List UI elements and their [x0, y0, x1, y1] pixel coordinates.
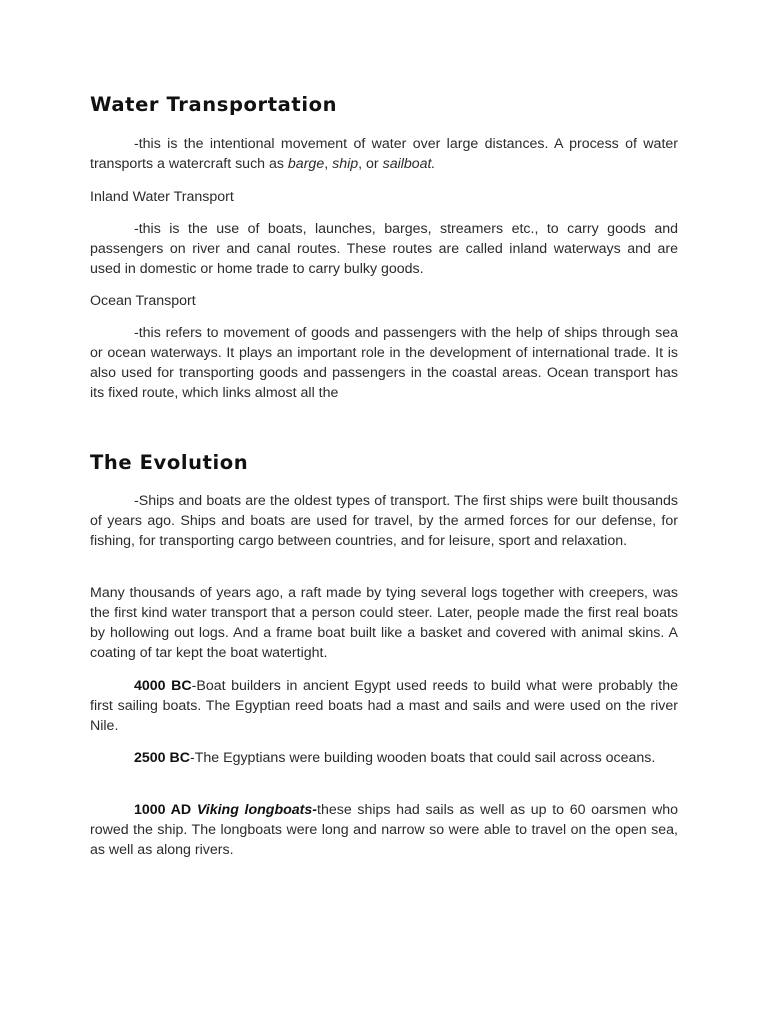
example-sailboat: sailboat. [382, 156, 436, 172]
entry-text: these ships had sails as well as up to 60 oarsmen who rowed the ship. The longboats were long and narrow so were able to travel on the open sea, as well as along rivers. [90, 802, 678, 858]
entry-date: 1000 AD [134, 802, 192, 818]
evolution-paragraph-2: Many thousands of years ago, a raft made by tying several logs together with creepers, was the first kind water transport that a person could steer. Later, people made the first real boats by hollowing out logs. And a frame boat built like a basket and covered with animal skins. A coating of tar kept the boat watertight. [90, 585, 678, 661]
intro-text: -this is the intentional movement of water over large distances. A process of water transports a watercraft such as [90, 136, 678, 172]
ocean-paragraph: -this refers to movement of goods and passengers with the help of ships through sea or ocean waterways. It plays an important role in the development of international trade. It is also used for transporting goods and passengers in the coastal areas. Ocean transport has its fixed route, which links almost all the [90, 325, 678, 401]
entry-text: -Boat builders in ancient Egypt used reeds to build what were probably the first sailing boats. The Egyptian reed boats had a mast and sails and were used on the river Nile. [90, 678, 678, 734]
entry-date: 4000 BC [134, 678, 192, 694]
entry-name-viking-longboats: Viking longboats- [196, 802, 318, 818]
intro-paragraph [90, 134, 678, 174]
timeline-entry-4000bc [90, 676, 678, 736]
timeline-entry-2500bc [90, 748, 678, 768]
inland-paragraph: -this is the use of boats, launches, barges, streamers etc., to carry goods and passengers on river and canal routes. These routes are called inland waterways and are used in domestic or home trade to carry bulky goods. [90, 221, 678, 277]
subheading-inland-water-transport: Inland Water Transport [90, 189, 234, 205]
section-title-the-evolution: The Evolution [90, 451, 249, 474]
example-barge: barge [287, 156, 325, 172]
separator: , [324, 156, 333, 172]
example-ship: ship [332, 156, 359, 172]
timeline-entry-1000ad [90, 800, 678, 860]
section-title-water-transportation: Water Transportation [90, 93, 338, 116]
entry-text: -The Egyptians were building wooden boats that could sail across oceans. [190, 750, 656, 766]
subheading-ocean-transport: Ocean Transport [90, 293, 196, 309]
entry-date: 2500 BC [134, 750, 190, 766]
separator: , or [358, 156, 383, 172]
evolution-paragraph-1: -Ships and boats are the oldest types of transport. The first ships were built thousands of years ago. Ships and boats are used for travel, by the armed forces for our defense, for fishing, for transporting cargo between countries, and for leisure, sport and relaxation. [90, 493, 678, 549]
